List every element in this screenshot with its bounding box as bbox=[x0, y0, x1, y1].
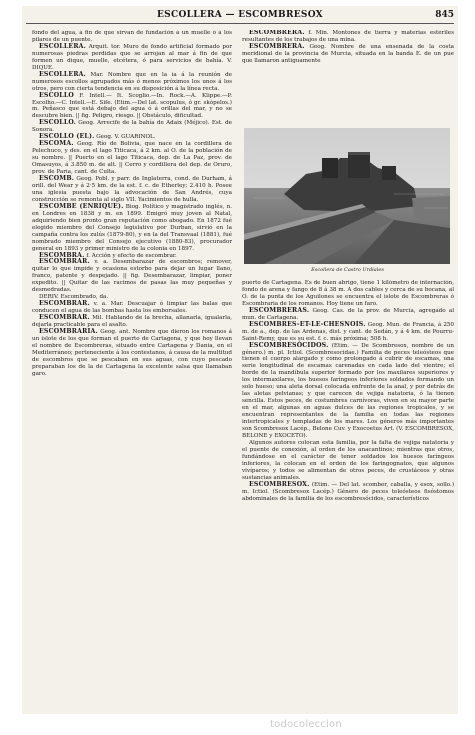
entry-text: puerto de Cartagena. Es de buen abrigo, tiene 1 kilómetro de internación, fondo de arena y fango de 8 á 38 m. A dos cables y cerca de su bocana, al O. de la punta de los Aguilones se encuentra el islote de Escombreras ó Escombraria de los romanos. Hoy tiene un faro. bbox=[242, 280, 454, 307]
entry-text: Algunos autores colocan esta familia, por la falta de vejiga natatoria y el puente de conexión, al orden de los anacantinos; mientras que otros, fundándose en el carácter de tener soldados los huesos faríngeos inferiores, la colocan en el orden de los faringognatos, que algunos vivíparos; y todos se alimentan de otros peces, de crustáceos y otras sustancias animales. bbox=[242, 439, 454, 481]
entry-text: v. a. Mar. Descuajar ó limpiar las balas que conducen el agua de las bombas hasta los emborsales. bbox=[32, 301, 232, 315]
entry-text: Geog. Cas. de la prov. de Murcia, agregado al mun. de Cartagena. bbox=[242, 307, 454, 321]
entry bbox=[242, 308, 454, 322]
entry bbox=[32, 301, 232, 315]
entry-text: Geog. Nombre de una ensenada de la costa meridional de la provincia de Murcia, situada en la banda E. de un pue que llamaron antiguamente bbox=[242, 43, 454, 64]
entry bbox=[32, 141, 232, 176]
entry-text: (Etim. — De Scombresox, nombre de un género.) m. pl. Ictiol. (Scombresocidae.) Familia de peces teleósteos que tienen el cuerpo alargado y como prolongado á cubrir de escamas, una serie longitudinal de escamas carenadas en cada lado del vientre; el borde de la mandíbula superior formado por los maxilares superiores y los intermaxilares, los huesos faríngeos inferiores soldados formando un solo hueso; una aleta dorsal colocada enfrente de la anal, y por detrás de las aletas pelvianas; y que carecen de vejiga natatoria, ó la tienen sencilla. Estos peces, de costumbres carnívoras, viven en su mayor parte en el mar, algunas en aguas dulces de las regiones tropicales, y se encuentran representantes de la familia en todas las regiones intertropicales y templadas de los mares. Los géneros más importantes son Scombresox Lacép., Belone Cuv. y Exocoetus Art. (V. ESCOMBRESOX, BELONE y EXOCETO). bbox=[242, 342, 454, 439]
entry-headword: ESCOLLO (EL). bbox=[39, 133, 95, 141]
figure bbox=[242, 128, 453, 276]
entry-text: Geog. Río de Bolivia, que nace en la cordillera de Pelechuco, y des. en el lago Titicaca, á 2 km. al O. de la población de su nombre. || Puerto en el lago Titicaca, dep. de La Paz, prov. de Omasuyos, á 3.850 m. de alt. || Cerro y cordillera del dep. de Oruro, prov. de Paria, cant. de Culta. bbox=[32, 141, 232, 176]
entry bbox=[32, 315, 232, 329]
entry-text: Geog. Pobl. y parr. de Inglaterra, cond. de Durham, á orill. del Wear y á 2·5 km. de la est. f. c. de Etherley; 2.410 h. Posee una iglesia puesta bajo la advocación de San Andrés, cuya construcción se remonta al siglo VII. Yacimientos de hulla. bbox=[32, 176, 232, 203]
entry-headword: ESCOMBRERA. bbox=[249, 42, 305, 50]
entry bbox=[242, 30, 454, 44]
running-title: ESCOLLERA — ESCOMBRESOX bbox=[157, 10, 323, 20]
figure-caption: Escollera de Castro Urdiales bbox=[311, 267, 384, 273]
entry bbox=[32, 93, 232, 121]
entry-headword: ESCOMBRAR. bbox=[39, 258, 90, 266]
right-column-bottom bbox=[242, 280, 454, 710]
entry-headword: ESCOMBE (ENRIQUE). bbox=[39, 202, 124, 210]
entry bbox=[32, 30, 232, 44]
encyclopedia-page bbox=[22, 6, 458, 714]
entry-text: f. Min. Montones de tierra y materias estériles resultantes de los trabajos de una mina. bbox=[242, 30, 454, 43]
page-number: 845 bbox=[435, 10, 454, 20]
entry-headword: ESCOMBRARIA. bbox=[39, 327, 98, 335]
entry bbox=[32, 44, 232, 72]
header-rule bbox=[26, 23, 454, 24]
entry bbox=[242, 44, 454, 65]
entry bbox=[32, 120, 232, 134]
entry-text: Mar. Nombre que en la ia á la reunión de numerosos escollos agrupados más ó menos próximos los unos á los otros, pero con cierta tendencia en su disposición á la línea recta. bbox=[32, 71, 232, 92]
entry-headword: ESCOMBRESÓCIDOS. bbox=[249, 341, 329, 349]
entry-headword: ESCOLLO bbox=[39, 91, 74, 99]
right-column-top bbox=[242, 30, 454, 128]
entry-headword: ESCOMB. bbox=[39, 175, 75, 183]
entry-headword: ESCOMBRA. bbox=[39, 251, 85, 259]
entry bbox=[32, 329, 232, 378]
entry-headword: ESCOMBRES-ET-LE-CHESNOIS. bbox=[249, 320, 366, 328]
watermark: todocoleccion bbox=[270, 719, 342, 730]
castle-breakwater-photo bbox=[244, 128, 450, 264]
entry-headword: ESCOMA. bbox=[39, 140, 74, 148]
entry-text: Geog. Arrecife de la bahía de Adaix (Méjico). Est. de Sonora. bbox=[32, 120, 232, 134]
entry-text: (Etim. — Del lat. scomber, caballa, y esox, sollo.) m. Ictiol. (Scombresox Lacép.) Género de peces teleósteos fisóstomos abdominales de la familia de los escombresócidos, característicos bbox=[242, 481, 454, 502]
entry bbox=[32, 176, 232, 204]
entry bbox=[242, 440, 454, 482]
entry bbox=[32, 259, 232, 294]
entry-headword: ESCOMBRERAS. bbox=[249, 306, 310, 314]
entry bbox=[242, 482, 454, 503]
entry-headword: ESCOMBRAR. bbox=[39, 300, 90, 308]
entry-headword: ESCOLLO. bbox=[39, 119, 76, 127]
entry-text: Geog. Mun. de Francia, á 250 m. de a., dep. de las Ardenas, dist. y cant. de Sedán, y á 4 km. de Pourru-Saint-Remy, que es su est. f. c. más próxima; 508 h. bbox=[242, 321, 454, 342]
entry-headword: ESCOMBRAR. bbox=[39, 314, 90, 322]
entry-text: F. Intell.— It. Scoglio.—In. Rock.—A. Klippe.—P. Escolho.—C. Intell.—E. Sife. (Etim.—Del lat. scopulus, ó gr. skópelos.) m. Peñasco que está debajo del agua ó á orillas del mar, y no se descubre bien. || fig. Peligro, riesgo. || Obstáculo, dificultad. bbox=[32, 92, 232, 120]
entry-text: f. Acción y efecto de escombrar. bbox=[86, 252, 177, 259]
left-column bbox=[32, 30, 232, 710]
entry-text: v. a. Desembarazar de escombros; remover, quitar lo que impide y ocasiona estorbo para dejar un lugar llano, franco, patente y despejado. || fig. Desembarazar, limpiar, poner expedito. || Quitar de las racimos de pasas las muy pequeñas y desmedradas. bbox=[32, 259, 232, 294]
entry-text: Geog. V. GUARINOL. bbox=[96, 134, 156, 141]
entry-headword: ESCOMBRESOX. bbox=[249, 480, 310, 488]
page-header bbox=[22, 10, 458, 22]
entry-text: DERIV. Escombrado, da. bbox=[39, 294, 109, 301]
bottom-margin bbox=[0, 714, 475, 735]
entry bbox=[242, 322, 454, 343]
entry-text: Biog. Político y magistrado inglés, n. en Londres en 1838 y m. en 1899. Emigró muy joven al Natal, adquiriendo bien pronto gran reputación como abogado. En 1872 fué elegido miembro del Consejo legislativo por Durban, sirvió en la campaña contra los zulús (1879-80), y en la del Transvaal (1881), fué nombrado miembro del Consejo ejecutivo (1880-83), procurador general en 1893 y primer ministro de la colonia en 1897. bbox=[32, 203, 232, 252]
entry-text: Mil. Hablando de la brecha, allanarla, igualarla, dejarla practicable para el asalto. bbox=[32, 315, 232, 329]
entry bbox=[242, 280, 454, 308]
entry-text: Arquit. tor. Muro de fondo artificial formado por numerosas piedras perdidas que se arrojan al mar á fin de que formen un dique, muelle, etcétera, ó para servicios de bahía. V. DIQUE. bbox=[32, 43, 232, 71]
entry bbox=[32, 72, 232, 93]
entry-headword: ESCOMBRERA. bbox=[249, 30, 305, 36]
entry-headword: ESCOLLERA. bbox=[39, 42, 87, 50]
entry-headword: ESCOLLERA. bbox=[39, 70, 87, 78]
entry-text: fondo del agua, á fin de que sirvan de fundación á un muelle ó á los pilares de un puente. bbox=[32, 30, 232, 43]
entry bbox=[32, 204, 232, 253]
entry-text: Geog. ant. Nombre que dieron los romanos á un islote de los que forman el puerto de Cartagena, y que hoy llevan el nombre de Escombreras, situado entre Cartagena y Dania, en el Mediterráneo; perteneciente á los contestanos, á causa de la multitud de escombros que se pescaban en sus aguas, con cuyo pescado preparaban los de la de Cartagena la excelente salsa que llamaban garo. bbox=[32, 328, 232, 377]
entry bbox=[242, 343, 454, 440]
